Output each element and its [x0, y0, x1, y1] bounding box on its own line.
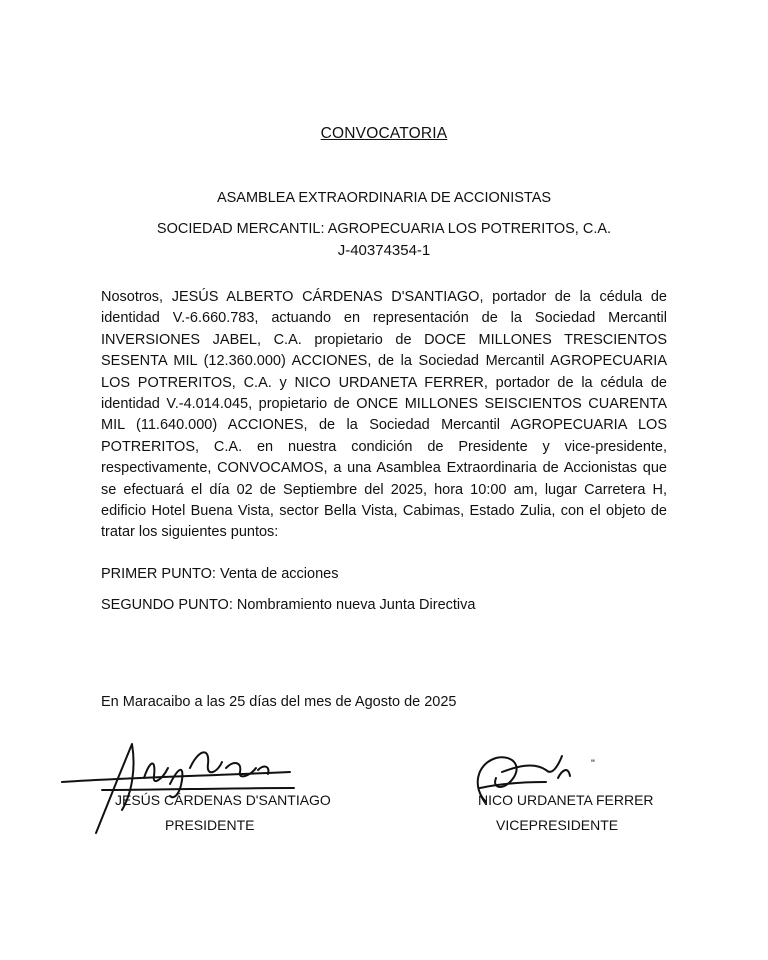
- date-line: En Maracaibo a las 25 días del mes de Agosto de 2025: [101, 694, 457, 710]
- document-title: CONVOCATORIA: [320, 125, 448, 142]
- company-rif: J-40374354-1: [337, 242, 431, 259]
- convocation-body: Nosotros, JESÚS ALBERTO CÁRDENAS D'SANTIAGO, portador de la cédula de identidad V.-6.660.783, actuando en representación de la Sociedad Mercantil INVERSIONES JABEL, C.A. propietario de DOCE MILLONES TRESCIENTOS SESENTA MIL (12.360.000) ACCIONES, de la Sociedad Mercantil AGROPECUARIA LOS POTRERITOS, C.A. y NICO URDANETA FERRER, portador de la cédula de identidad V.-4.014.045, propietario de ONCE MILLONES SEISCIENTOS CUARENTA MIL (11.640.000) ACCIONES, de la Sociedad Mercantil AGROPECUARIA LOS POTRERITOS, C.A. en nuestra condición de Presidente y vice-presidente, respectivamente, CONVOCAMOS, a una Asamblea Extraordinaria de Accionistas que se efectuará el día 02 de Septiembre del 2025, hora 10:00 am, lugar Carretera H, edificio Hotel Buena Vista, sector Bella Vista, Cabimas, Estado Zulia, con el objeto de tratar los siguientes puntos:: [101, 289, 667, 541]
- president-role: PRESIDENTE: [165, 817, 255, 833]
- vicepresident-name: NICO URDANETA FERRER: [478, 792, 654, 808]
- agenda-point-1: PRIMER PUNTO: Venta de acciones: [101, 566, 339, 582]
- assembly-heading: ASAMBLEA EXTRAORDINARIA DE ACCIONISTAS: [216, 190, 552, 206]
- agenda-point-2: SEGUNDO PUNTO: Nombramiento nueva Junta Directiva: [101, 597, 476, 613]
- vicepresident-role: VICEPRESIDENTE: [496, 817, 619, 833]
- signature-mark: ": [591, 758, 595, 770]
- president-name: JESÚS CÁRDENAS D'SANTIAGO: [115, 792, 331, 808]
- company-heading: SOCIEDAD MERCANTIL: AGROPECUARIA LOS POTRERITOS, C.A.: [156, 221, 612, 237]
